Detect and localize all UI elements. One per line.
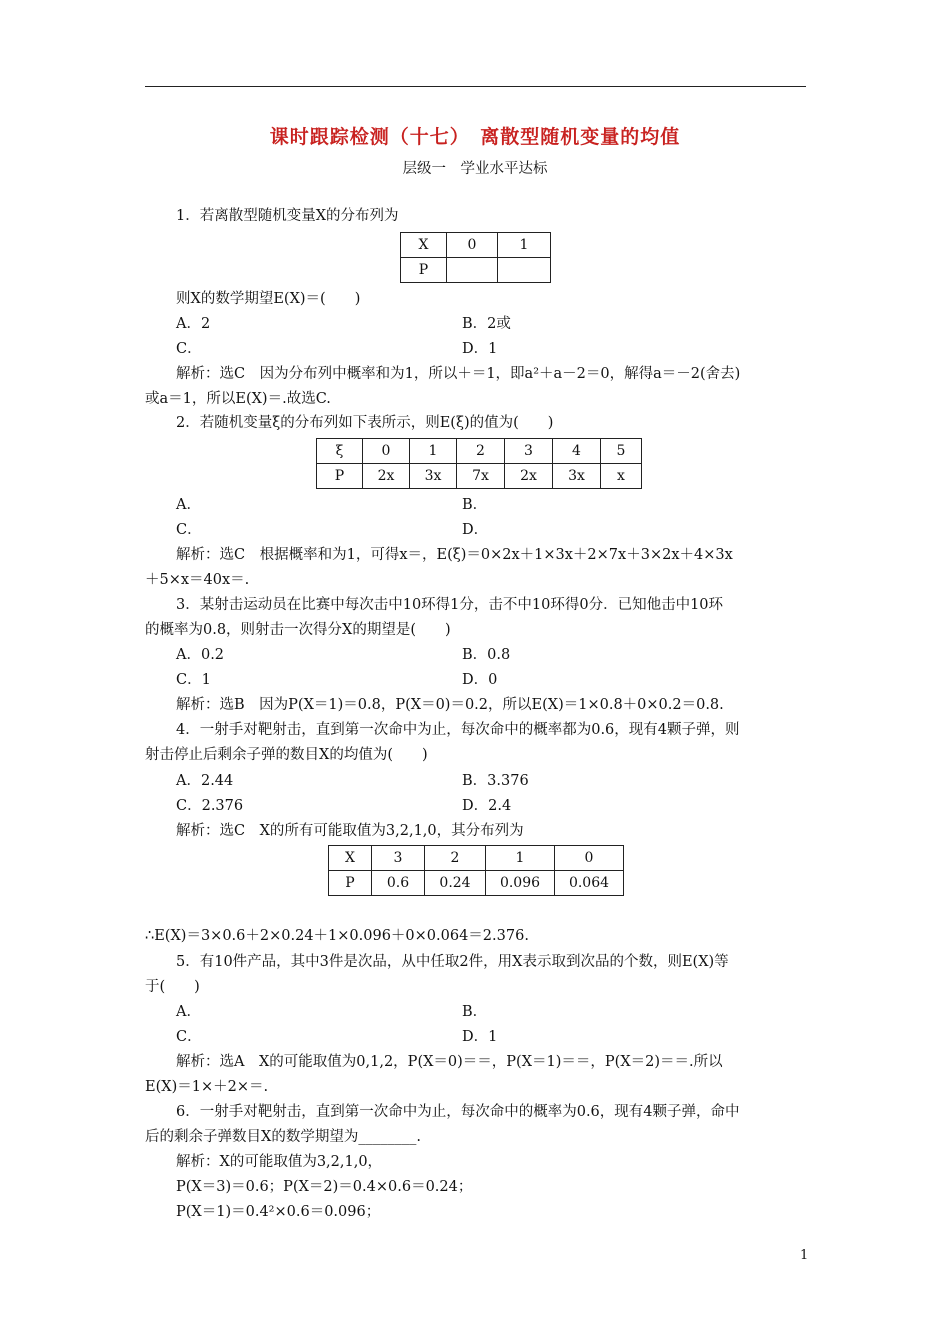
table-cell: 1 [486, 846, 555, 871]
table-cell: 0.064 [555, 871, 624, 896]
q6-solution-step: P(X＝3)＝0.6；P(X＝2)＝0.4×0.6＝0.24； [176, 1179, 473, 1195]
table-cell: 3 [372, 846, 425, 871]
q4-option-d: D．2.4 [462, 798, 512, 814]
q5-option-b: B． [462, 1004, 488, 1020]
q6-stem: 6．一射手对靶射击，直到第一次命中为止，每次命中的概率为0.6，现有4颗子弹，命中 [176, 1104, 740, 1120]
q6-solution: 解析：X的可能取值为3,2,1,0， [176, 1154, 383, 1170]
table-cell: 0.24 [425, 871, 486, 896]
q3-option-a: A．0.2 [176, 647, 225, 663]
q4-option-a: A．2.44 [176, 773, 234, 789]
table-cell: 0.096 [486, 871, 555, 896]
table-cell: 2x [505, 464, 553, 489]
q1-ask: 则X的数学期望E(X)＝( ) [176, 291, 361, 307]
table-cell: P [329, 871, 372, 896]
table-cell: ξ [317, 439, 363, 464]
page-subtitle: 层级一 学业水平达标 [402, 161, 548, 177]
q4-stem-cont: 射击停止后剩余子弹的数目X的均值为( ) [145, 747, 428, 763]
q1-option-d: D．1 [462, 341, 498, 357]
q2-option-a: A． [176, 497, 201, 513]
page-title: 课时跟踪检测（十七） 离散型随机变量的均值 [269, 126, 681, 148]
q5-stem-cont: 于( ) [145, 979, 200, 995]
table-cell: X [401, 233, 447, 258]
table-cell [498, 258, 551, 283]
q3-stem: 3．某射击运动员在比赛中每次击中10环得1分，击不中10环得0分．已知他击中10环 [176, 597, 724, 613]
table-cell: 0 [555, 846, 624, 871]
q3-option-d: D．0 [462, 672, 498, 688]
q1-option-a: A．2 [176, 316, 211, 332]
q3-option-c: C．1 [176, 672, 211, 688]
table-cell: P [401, 258, 447, 283]
q4-option-c: C．2.376 [176, 798, 244, 814]
q2-table [316, 438, 642, 489]
table-cell: x [601, 464, 642, 489]
table-cell: 3x [553, 464, 601, 489]
q4-conclusion: ∴E(X)＝3×0.6＋2×0.24＋1×0.096＋0×0.064＝2.376. [145, 928, 529, 944]
q1-solution-cont: 或a＝1，所以E(X)＝.故选C. [145, 391, 331, 407]
q1-option-b: B．2或 [462, 316, 511, 332]
q5-option-a: A． [176, 1004, 201, 1020]
page-number: 1 [800, 1248, 809, 1263]
q5-solution: 解析：选A X的可能取值为0,1,2，P(X＝0)＝＝，P(X＝1)＝＝，P(X＝2)＝＝.所以 [176, 1054, 723, 1070]
header-rule [145, 86, 806, 87]
q2-solution-cont: ＋5×x＝40x＝. [145, 572, 250, 588]
q2-option-c: C． [176, 522, 202, 538]
q3-stem-cont: 的概率为0.8，则射击一次得分X的期望是( ) [145, 622, 451, 638]
table-cell: 3x [410, 464, 457, 489]
table-cell: 2 [457, 439, 505, 464]
table-cell: P [317, 464, 363, 489]
q2-option-b: B． [462, 497, 488, 513]
table-cell: 2x [363, 464, 410, 489]
table-cell: 1 [410, 439, 457, 464]
q1-stem: 1．若离散型随机变量X的分布列为 [176, 208, 399, 224]
table-cell: 3 [505, 439, 553, 464]
q4-table [328, 845, 624, 896]
q3-solution: 解析：选B 因为P(X＝1)＝0.8，P(X＝0)＝0.2，所以E(X)＝1×0.8＋0×0.2＝0.8. [176, 697, 724, 713]
q5-option-d: D．1 [462, 1029, 498, 1045]
q3-option-b: B．0.8 [462, 647, 511, 663]
q2-stem: 2．若随机变量ξ的分布列如下表所示，则E(ξ)的值为( ) [176, 415, 554, 431]
table-cell: 7x [457, 464, 505, 489]
table-cell: 2 [425, 846, 486, 871]
table-cell: 0.6 [372, 871, 425, 896]
table-cell: 0 [447, 233, 498, 258]
q2-solution: 解析：选C 根据概率和为1，可得x＝，E(ξ)＝0×2x＋1×3x＋2×7x＋3×2x＋4×3x [176, 547, 733, 563]
q6-stem-cont: 后的剩余子弹数目X的数学期望为________. [145, 1129, 421, 1145]
table-cell: X [329, 846, 372, 871]
q5-stem: 5．有10件产品，其中3件是次品，从中任取2件，用X表示取到次品的个数，则E(X)等 [176, 954, 729, 970]
q5-option-c: C． [176, 1029, 202, 1045]
table-cell [447, 258, 498, 283]
q4-solution: 解析：选C X的所有可能取值为3,2,1,0，其分布列为 [176, 823, 524, 839]
table-cell: 5 [601, 439, 642, 464]
table-cell: 0 [363, 439, 410, 464]
table-cell: 4 [553, 439, 601, 464]
q1-solution: 解析：选C 因为分布列中概率和为1，所以＋＝1，即a²＋a－2＝0，解得a＝－2(舍去) [176, 366, 741, 382]
q4-option-b: B．3.376 [462, 773, 529, 789]
q1-option-c: C． [176, 341, 202, 357]
q5-solution-cont: E(X)＝1×＋2×＝. [145, 1079, 269, 1095]
table-cell: 1 [498, 233, 551, 258]
q4-stem: 4．一射手对靶射击，直到第一次命中为止，每次命中的概率都为0.6，现有4颗子弹，则 [176, 722, 740, 738]
q1-table [400, 232, 551, 283]
q2-option-d: D． [462, 522, 489, 538]
q6-solution-step: P(X＝1)＝0.4²×0.6＝0.096； [176, 1204, 381, 1220]
